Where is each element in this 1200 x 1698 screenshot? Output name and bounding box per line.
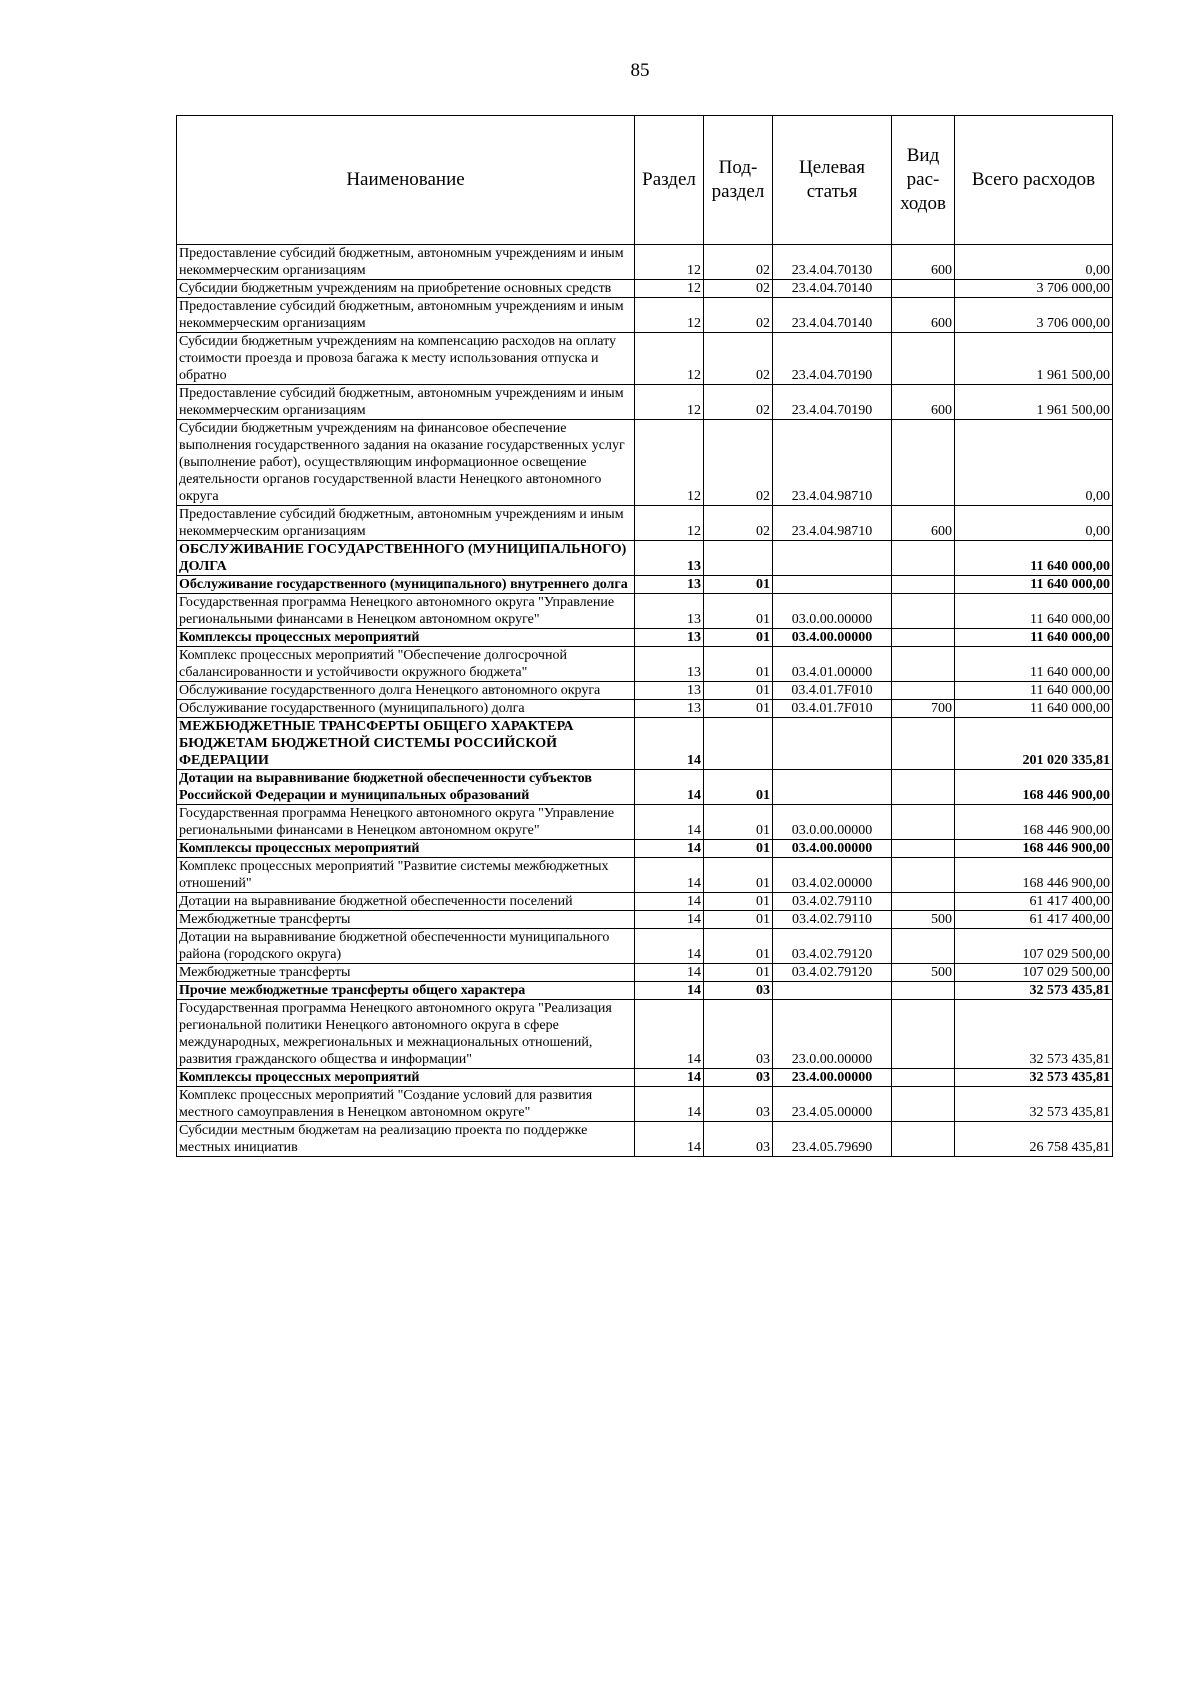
- row-celevaya-statya: 23.4.04.70190: [773, 385, 892, 420]
- row-celevaya-statya: 03.4.00.00000: [773, 629, 892, 647]
- row-celevaya-statya: 03.4.02.79120: [773, 929, 892, 964]
- row-name: Комплексы процессных мероприятий: [177, 1069, 635, 1087]
- row-celevaya-statya: [773, 718, 892, 770]
- row-podrazdel: 01: [704, 682, 773, 700]
- row-name: Комплекс процессных мероприятий "Обеспечение долгосрочной сбалансированности и устойчивости окружного бюджета": [177, 647, 635, 682]
- row-podrazdel: 01: [704, 964, 773, 982]
- row-razdel: 14: [635, 1087, 704, 1122]
- row-celevaya-statya: 23.4.04.70140: [773, 298, 892, 333]
- row-total: 168 446 900,00: [955, 770, 1113, 805]
- row-podrazdel: 01: [704, 700, 773, 718]
- row-razdel: 14: [635, 1122, 704, 1157]
- row-total: 11 640 000,00: [955, 541, 1113, 576]
- row-razdel: 14: [635, 718, 704, 770]
- table-row: [177, 541, 1113, 576]
- row-razdel: 14: [635, 1069, 704, 1087]
- row-podrazdel: [704, 718, 773, 770]
- table-row: [177, 629, 1113, 647]
- row-celevaya-statya: 03.4.02.79120: [773, 964, 892, 982]
- row-razdel: 12: [635, 298, 704, 333]
- header-name: Наименование: [177, 116, 635, 245]
- row-vid-rashodov: [892, 858, 955, 893]
- table-row: [177, 280, 1113, 298]
- row-name: Комплексы процессных мероприятий: [177, 840, 635, 858]
- row-razdel: 12: [635, 385, 704, 420]
- row-podrazdel: 02: [704, 385, 773, 420]
- row-vid-rashodov: 500: [892, 964, 955, 982]
- row-vid-rashodov: [892, 647, 955, 682]
- row-celevaya-statya: 23.4.05.00000: [773, 1087, 892, 1122]
- row-name: Дотации на выравнивание бюджетной обеспеченности муниципального района (городского округа): [177, 929, 635, 964]
- header-podrazdel: Под- раздел: [704, 116, 773, 245]
- row-total: 0,00: [955, 506, 1113, 541]
- row-name: Дотации на выравнивание бюджетной обеспеченности поселений: [177, 893, 635, 911]
- row-vid-rashodov: [892, 420, 955, 506]
- row-razdel: 14: [635, 840, 704, 858]
- row-name: Государственная программа Ненецкого автономного округа "Управление региональными финансами в Ненецком автономном округе": [177, 594, 635, 629]
- row-total: 3 706 000,00: [955, 280, 1113, 298]
- row-celevaya-statya: 23.4.04.70190: [773, 333, 892, 385]
- row-total: 32 573 435,81: [955, 1000, 1113, 1069]
- row-total: 3 706 000,00: [955, 298, 1113, 333]
- row-vid-rashodov: [892, 929, 955, 964]
- row-razdel: 12: [635, 420, 704, 506]
- row-podrazdel: 01: [704, 911, 773, 929]
- row-celevaya-statya: 03.4.02.79110: [773, 893, 892, 911]
- row-total: 11 640 000,00: [955, 629, 1113, 647]
- row-podrazdel: 02: [704, 298, 773, 333]
- row-name: Предоставление субсидий бюджетным, автономным учреждениям и иным некоммерческим организациям: [177, 506, 635, 541]
- row-podrazdel: 03: [704, 1069, 773, 1087]
- row-podrazdel: 03: [704, 1000, 773, 1069]
- table-row: [177, 929, 1113, 964]
- table-row: [177, 718, 1113, 770]
- row-celevaya-statya: [773, 576, 892, 594]
- row-name: Комплекс процессных мероприятий "Развитие системы межбюджетных отношений": [177, 858, 635, 893]
- row-razdel: 12: [635, 333, 704, 385]
- row-celevaya-statya: 23.4.00.00000: [773, 1069, 892, 1087]
- row-total: 32 573 435,81: [955, 982, 1113, 1000]
- row-podrazdel: 02: [704, 245, 773, 280]
- table-row: [177, 385, 1113, 420]
- row-name: Комплекс процессных мероприятий "Создание условий для развития местного самоуправления в Ненецком автономном округе": [177, 1087, 635, 1122]
- row-celevaya-statya: 03.4.01.7F010: [773, 682, 892, 700]
- row-total: 26 758 435,81: [955, 1122, 1113, 1157]
- row-podrazdel: 01: [704, 647, 773, 682]
- table-row: [177, 647, 1113, 682]
- row-total: 32 573 435,81: [955, 1069, 1113, 1087]
- row-podrazdel: 02: [704, 506, 773, 541]
- table-row: [177, 333, 1113, 385]
- row-name: Предоставление субсидий бюджетным, автономным учреждениям и иным некоммерческим организациям: [177, 298, 635, 333]
- row-vid-rashodov: [892, 541, 955, 576]
- row-celevaya-statya: 03.4.01.7F010: [773, 700, 892, 718]
- row-total: 1 961 500,00: [955, 333, 1113, 385]
- row-vid-rashodov: [892, 594, 955, 629]
- row-razdel: 14: [635, 858, 704, 893]
- row-vid-rashodov: [892, 1122, 955, 1157]
- row-podrazdel: 03: [704, 1087, 773, 1122]
- row-celevaya-statya: 03.0.00.00000: [773, 805, 892, 840]
- row-podrazdel: 01: [704, 840, 773, 858]
- row-celevaya-statya: 23.0.00.00000: [773, 1000, 892, 1069]
- row-podrazdel: 02: [704, 420, 773, 506]
- row-vid-rashodov: 500: [892, 911, 955, 929]
- row-razdel: 14: [635, 805, 704, 840]
- table-row: [177, 858, 1113, 893]
- row-razdel: 14: [635, 770, 704, 805]
- table-body: [177, 245, 1113, 1157]
- row-podrazdel: 02: [704, 333, 773, 385]
- row-razdel: 14: [635, 893, 704, 911]
- row-vid-rashodov: [892, 1087, 955, 1122]
- row-total: 107 029 500,00: [955, 929, 1113, 964]
- row-total: 11 640 000,00: [955, 594, 1113, 629]
- row-vid-rashodov: [892, 1000, 955, 1069]
- table-row: [177, 840, 1113, 858]
- row-vid-rashodov: 600: [892, 385, 955, 420]
- row-vid-rashodov: [892, 982, 955, 1000]
- row-total: 201 020 335,81: [955, 718, 1113, 770]
- row-total: 168 446 900,00: [955, 805, 1113, 840]
- table-row: [177, 576, 1113, 594]
- row-celevaya-statya: [773, 982, 892, 1000]
- row-name: Обслуживание государственного долга Ненецкого автономного округа: [177, 682, 635, 700]
- row-podrazdel: 01: [704, 858, 773, 893]
- table-row: [177, 298, 1113, 333]
- row-razdel: 13: [635, 594, 704, 629]
- row-name: ОБСЛУЖИВАНИЕ ГОСУДАРСТВЕННОГО (МУНИЦИПАЛЬНОГО) ДОЛГА: [177, 541, 635, 576]
- row-celevaya-statya: 23.4.04.70130: [773, 245, 892, 280]
- row-vid-rashodov: 700: [892, 700, 955, 718]
- row-podrazdel: 01: [704, 594, 773, 629]
- row-vid-rashodov: [892, 280, 955, 298]
- row-total: 61 417 400,00: [955, 911, 1113, 929]
- row-podrazdel: 02: [704, 280, 773, 298]
- table-row: [177, 1122, 1113, 1157]
- row-razdel: 14: [635, 911, 704, 929]
- row-total: 32 573 435,81: [955, 1087, 1113, 1122]
- row-razdel: 12: [635, 280, 704, 298]
- row-name: Прочие межбюджетные трансферты общего характера: [177, 982, 635, 1000]
- row-total: 11 640 000,00: [955, 700, 1113, 718]
- row-podrazdel: 01: [704, 893, 773, 911]
- row-name: Обслуживание государственного (муниципального) долга: [177, 700, 635, 718]
- row-vid-rashodov: 600: [892, 245, 955, 280]
- row-vid-rashodov: [892, 682, 955, 700]
- row-podrazdel: 01: [704, 805, 773, 840]
- row-vid-rashodov: 600: [892, 298, 955, 333]
- row-vid-rashodov: [892, 805, 955, 840]
- row-podrazdel: 01: [704, 629, 773, 647]
- row-name: Межбюджетные трансферты: [177, 911, 635, 929]
- row-razdel: 14: [635, 929, 704, 964]
- table-row: [177, 506, 1113, 541]
- row-podrazdel: 01: [704, 929, 773, 964]
- row-razdel: 13: [635, 682, 704, 700]
- row-razdel: 14: [635, 982, 704, 1000]
- row-celevaya-statya: [773, 541, 892, 576]
- row-celevaya-statya: 23.4.04.98710: [773, 420, 892, 506]
- row-vid-rashodov: [892, 333, 955, 385]
- row-razdel: 12: [635, 506, 704, 541]
- row-celevaya-statya: 23.4.04.98710: [773, 506, 892, 541]
- row-name: МЕЖБЮДЖЕТНЫЕ ТРАНСФЕРТЫ ОБЩЕГО ХАРАКТЕРА БЮДЖЕТАМ БЮДЖЕТНОЙ СИСТЕМЫ РОССИЙСКОЙ ФЕДЕРАЦИИ: [177, 718, 635, 770]
- header-razdel: Раздел: [635, 116, 704, 245]
- table-row: [177, 682, 1113, 700]
- row-vid-rashodov: [892, 770, 955, 805]
- header-celevaya-statya: Целевая статья: [773, 116, 892, 245]
- row-podrazdel: 01: [704, 576, 773, 594]
- table-row: [177, 1087, 1113, 1122]
- row-podrazdel: 01: [704, 770, 773, 805]
- header-total: Всего расходов: [955, 116, 1113, 245]
- table-header-row: [177, 116, 1113, 245]
- row-vid-rashodov: 600: [892, 506, 955, 541]
- row-razdel: 12: [635, 245, 704, 280]
- row-celevaya-statya: [773, 770, 892, 805]
- row-vid-rashodov: [892, 893, 955, 911]
- header-vid-rashodov: Вид рас- ходов: [892, 116, 955, 245]
- row-celevaya-statya: 03.4.00.00000: [773, 840, 892, 858]
- row-name: Государственная программа Ненецкого автономного округа "Реализация региональной политики Ненецкого автономного округа в сфере международных, межрегиональных и межнациональных отношений, развития гражданского общества и информации": [177, 1000, 635, 1069]
- row-name: Субсидии бюджетным учреждениям на компенсацию расходов на оплату стоимости проезда и провоза багажа к месту использования отпуска и обратно: [177, 333, 635, 385]
- row-razdel: 14: [635, 964, 704, 982]
- row-total: 11 640 000,00: [955, 682, 1113, 700]
- page-number: 85: [630, 60, 650, 81]
- table-row: [177, 700, 1113, 718]
- table-row: [177, 245, 1113, 280]
- table-row: [177, 964, 1113, 982]
- row-celevaya-statya: 03.4.01.00000: [773, 647, 892, 682]
- row-celevaya-statya: 03.4.02.79110: [773, 911, 892, 929]
- row-name: Субсидии местным бюджетам на реализацию проекта по поддержке местных инициатив: [177, 1122, 635, 1157]
- row-name: Предоставление субсидий бюджетным, автономным учреждениям и иным некоммерческим организациям: [177, 245, 635, 280]
- table-row: [177, 911, 1113, 929]
- table-row: [177, 420, 1113, 506]
- row-name: Комплексы процессных мероприятий: [177, 629, 635, 647]
- row-total: 0,00: [955, 420, 1113, 506]
- row-podrazdel: 03: [704, 1122, 773, 1157]
- budget-table: [176, 115, 1113, 1157]
- table-row: [177, 893, 1113, 911]
- row-total: 11 640 000,00: [955, 647, 1113, 682]
- row-total: 168 446 900,00: [955, 840, 1113, 858]
- row-name: Государственная программа Ненецкого автономного округа "Управление региональными финансами в Ненецком автономном округе": [177, 805, 635, 840]
- table-row: [177, 1069, 1113, 1087]
- row-razdel: 13: [635, 647, 704, 682]
- row-name: Обслуживание государственного (муниципального) внутреннего долга: [177, 576, 635, 594]
- row-celevaya-statya: 03.4.02.00000: [773, 858, 892, 893]
- row-total: 11 640 000,00: [955, 576, 1113, 594]
- row-razdel: 13: [635, 541, 704, 576]
- row-vid-rashodov: [892, 629, 955, 647]
- row-razdel: 13: [635, 629, 704, 647]
- row-total: 0,00: [955, 245, 1113, 280]
- row-total: 61 417 400,00: [955, 893, 1113, 911]
- row-celevaya-statya: 23.4.05.79690: [773, 1122, 892, 1157]
- row-celevaya-statya: 23.4.04.70140: [773, 280, 892, 298]
- row-total: 168 446 900,00: [955, 858, 1113, 893]
- row-name: Предоставление субсидий бюджетным, автономным учреждениям и иным некоммерческим организациям: [177, 385, 635, 420]
- row-podrazdel: [704, 541, 773, 576]
- row-name: Субсидии бюджетным учреждениям на финансовое обеспечение выполнения государственного задания на оказание государственных услуг (выполнение работ), осуществляющим информационное освещение деятельности органов государственной власти Ненецкого автономного округа: [177, 420, 635, 506]
- row-vid-rashodov: [892, 840, 955, 858]
- table-row: [177, 982, 1113, 1000]
- row-razdel: 13: [635, 576, 704, 594]
- row-name: Межбюджетные трансферты: [177, 964, 635, 982]
- row-total: 107 029 500,00: [955, 964, 1113, 982]
- table-row: [177, 805, 1113, 840]
- row-celevaya-statya: 03.0.00.00000: [773, 594, 892, 629]
- row-razdel: 14: [635, 1000, 704, 1069]
- row-vid-rashodov: [892, 718, 955, 770]
- row-vid-rashodov: [892, 1069, 955, 1087]
- table-row: [177, 594, 1113, 629]
- row-name: Субсидии бюджетным учреждениям на приобретение основных средств: [177, 280, 635, 298]
- table-row: [177, 1000, 1113, 1069]
- row-name: Дотации на выравнивание бюджетной обеспеченности субъектов Российской Федерации и муниципальных образований: [177, 770, 635, 805]
- row-razdel: 13: [635, 700, 704, 718]
- row-vid-rashodov: [892, 576, 955, 594]
- row-total: 1 961 500,00: [955, 385, 1113, 420]
- table-row: [177, 770, 1113, 805]
- row-podrazdel: 03: [704, 982, 773, 1000]
